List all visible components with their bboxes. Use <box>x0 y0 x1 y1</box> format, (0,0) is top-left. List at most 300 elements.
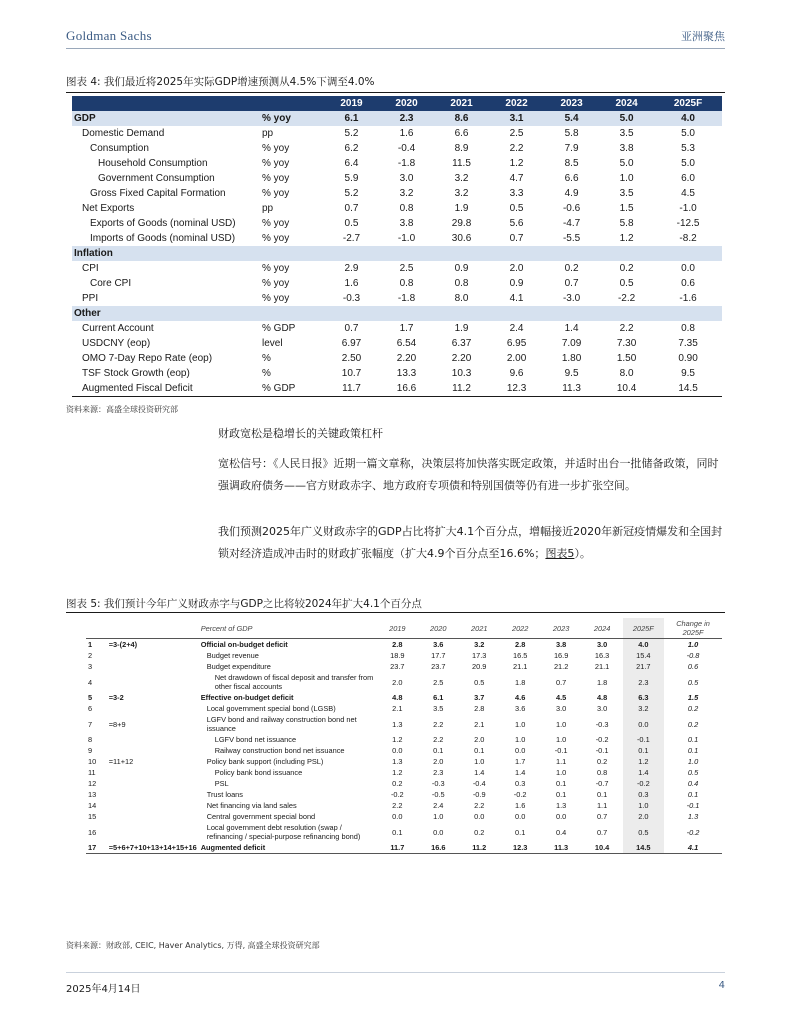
row-label: Railway construction bond net issuance <box>214 746 345 755</box>
row-label: Net financing via land sales <box>206 801 297 810</box>
row-label: Exports of Goods (nominal USD) <box>90 218 236 229</box>
table-cell: 5.0 <box>681 158 695 169</box>
row-index: 4 <box>88 677 93 687</box>
table-cell: 2.0 <box>392 677 403 687</box>
table-cell: 3.0 <box>596 640 608 649</box>
row-index: 14 <box>88 801 97 810</box>
row-unit: % yoy <box>262 173 290 184</box>
table-cell: 1.5 <box>619 203 634 214</box>
section-heading: 财政宽松是稳增长的关键政策杠杆 <box>218 427 383 440</box>
table-cell: 1.4 <box>564 323 579 334</box>
table-row <box>86 811 722 822</box>
figure-5-link[interactable]: 图表5 <box>545 547 575 560</box>
paragraph-2 <box>218 521 723 565</box>
table-row <box>72 351 722 366</box>
table-cell: 0.7 <box>555 677 567 687</box>
table-cell: 0.5 <box>474 677 485 687</box>
table-cell: -0.3 <box>431 779 445 788</box>
table-cell: -0.1 <box>595 746 609 755</box>
table-cell: 0.0 <box>681 263 695 274</box>
row-label: Effective on-budget deficit <box>200 693 294 702</box>
header-divider <box>66 48 725 49</box>
change-cell: 0.2 <box>687 704 699 713</box>
table-row <box>72 336 722 351</box>
table-cell: 11.2 <box>434 381 489 396</box>
table-cell: 13.3 <box>396 368 417 379</box>
table-cell: 8.9 <box>454 143 469 154</box>
row-formula <box>107 672 199 692</box>
table-row <box>72 126 722 141</box>
table-cell: 9.6 <box>509 368 524 379</box>
table-cell: 1.80 <box>561 353 582 364</box>
table-cell: 18.9 <box>390 651 405 660</box>
table-cell: 7.30 <box>616 338 637 349</box>
table-row <box>86 714 722 734</box>
row-unit: % yoy <box>262 278 290 289</box>
table-cell <box>489 306 544 321</box>
table-cell: 3.8 <box>555 640 567 649</box>
row-formula: =11+12 <box>108 757 134 766</box>
table-cell: 6.2 <box>344 143 359 154</box>
table-cell: 8.0 <box>454 293 469 304</box>
row-label: OMO 7-Day Repo Rate (eop) <box>82 353 213 364</box>
row-formula: =5+6+7+10+13+14+15+16 <box>108 843 197 852</box>
row-label: Policy bank bond issuance <box>214 768 303 777</box>
figure-4-title: 图表 4: 我们最近将2025年实际GDP增速预测从4.5%下调至4.0% <box>66 76 375 88</box>
figure-5-table <box>86 618 722 854</box>
table-cell: 9.5 <box>564 368 579 379</box>
table-cell: 4.5 <box>555 693 567 702</box>
table-cell: 6.6 <box>564 173 579 184</box>
table-row <box>86 639 722 651</box>
row-label: PSL <box>214 779 229 788</box>
row-index: 9 <box>88 746 93 755</box>
row-label: Trust loans <box>206 790 243 799</box>
table-cell: 0.3 <box>623 789 665 800</box>
table-cell: -0.2 <box>623 778 665 789</box>
table-cell <box>324 246 379 261</box>
table-cell: 2.2 <box>433 719 444 729</box>
table-cell <box>654 306 722 321</box>
table-cell: 16.5 <box>512 651 528 660</box>
table-cell <box>489 246 544 261</box>
table-cell: 16.9 <box>553 651 569 660</box>
table-cell: 0.5 <box>619 278 634 289</box>
change-cell: 1.0 <box>687 640 699 649</box>
table-cell: 2.8 <box>515 640 526 649</box>
table-cell: 6.97 <box>341 338 362 349</box>
row-formula: =3-(2+4) <box>108 640 138 649</box>
table-row <box>86 661 722 672</box>
table-cell: 3.3 <box>509 188 524 199</box>
table-cell: -8.2 <box>679 233 697 244</box>
table-cell: 23.7 <box>431 662 446 671</box>
table-header-row <box>86 618 722 639</box>
table-row <box>86 789 722 800</box>
table-cell: 17.7 <box>431 651 446 660</box>
table-cell: 6.1 <box>433 693 444 702</box>
table-cell: 0.2 <box>564 263 579 274</box>
table-cell: 6.0 <box>681 173 695 184</box>
table-cell: 0.7 <box>509 233 524 244</box>
row-label: Net drawdown of fiscal deposit and transfer from other fiscal accounts <box>214 673 374 691</box>
header-idx-cell <box>86 618 107 639</box>
table-cell: -0.6 <box>562 203 581 214</box>
row-index: 16 <box>88 827 97 837</box>
table-cell: 8.6 <box>434 111 489 126</box>
col-header: 2024 <box>582 618 623 639</box>
table-cell: -12.5 <box>676 218 700 229</box>
table-cell: 9.5 <box>681 368 695 379</box>
table-cell: -0.2 <box>390 790 404 799</box>
table-cell: 16.3 <box>594 651 610 660</box>
table-cell: 0.8 <box>399 203 414 214</box>
col-header: 2023 <box>541 618 582 639</box>
table-cell: 0.0 <box>515 812 526 821</box>
table-row <box>86 692 722 703</box>
table-cell <box>599 246 654 261</box>
row-label: Government Consumption <box>98 173 215 184</box>
col-header: 2025F <box>654 96 722 111</box>
change-cell: -0.1 <box>686 801 700 810</box>
row-label: Augmented Fiscal Deficit <box>72 381 258 396</box>
row-formula <box>107 789 199 800</box>
table-cell: 1.4 <box>474 768 485 777</box>
table-cell: 6.3 <box>623 692 665 703</box>
figure-4-rule <box>66 92 725 93</box>
row-formula <box>107 822 199 842</box>
table-row <box>72 111 722 126</box>
table-cell: 3.2 <box>623 703 665 714</box>
table-cell: 5.3 <box>681 143 695 154</box>
table-cell: 2.0 <box>433 757 444 766</box>
table-cell: 2.0 <box>623 811 665 822</box>
row-label: Domestic Demand <box>82 128 165 139</box>
table-cell: 2.0 <box>509 263 524 274</box>
table-cell: -0.9 <box>472 790 486 799</box>
row-label: Gross Fixed Capital Formation <box>90 188 226 199</box>
table-row <box>72 366 722 381</box>
row-formula <box>107 800 199 811</box>
row-unit: % yoy <box>262 143 290 154</box>
change-cell: 0.6 <box>687 662 699 671</box>
table-cell: 2.50 <box>341 353 362 364</box>
table-cell: 6.1 <box>324 111 379 126</box>
table-cell: 3.7 <box>474 693 485 702</box>
table-cell: 2.4 <box>509 323 524 334</box>
table-row <box>72 321 722 336</box>
row-label: Consumption <box>90 143 149 154</box>
table-row <box>72 291 722 306</box>
table-cell: 1.0 <box>474 757 485 766</box>
table-cell: 1.0 <box>515 719 526 729</box>
row-label: Local government special bond (LGSB) <box>206 704 336 713</box>
table-cell: 5.0 <box>619 158 634 169</box>
table-cell: 1.7 <box>515 757 526 766</box>
row-label: Inflation <box>72 246 258 261</box>
table-cell: 1.0 <box>515 735 526 744</box>
table-cell: 0.2 <box>596 757 608 766</box>
row-formula <box>107 778 199 789</box>
table-cell: 0.7 <box>344 203 359 214</box>
table-cell: -1.0 <box>397 233 416 244</box>
table-cell: 12.3 <box>489 381 544 396</box>
table-row <box>72 186 722 201</box>
row-label: Budget revenue <box>206 651 259 660</box>
table-cell: 6.95 <box>506 338 527 349</box>
change-cell: -0.8 <box>686 651 700 660</box>
table-cell: 2.3 <box>623 672 665 692</box>
row-unit: % yoy <box>262 263 290 274</box>
row-label: USDCNY (eop) <box>82 338 151 349</box>
table-cell: 2.20 <box>451 353 472 364</box>
table-cell <box>544 246 599 261</box>
col-header: 2020 <box>379 96 434 111</box>
col-header: 2025F <box>623 618 665 639</box>
table-row <box>72 216 722 231</box>
table-cell: -0.3 <box>342 293 361 304</box>
table-cell: 5.2 <box>344 128 359 139</box>
figure-4-table <box>72 96 722 397</box>
table-cell: 1.6 <box>344 278 359 289</box>
table-cell: 1.8 <box>515 677 526 687</box>
table-cell: 1.0 <box>623 800 665 811</box>
table-cell: 0.9 <box>454 263 469 274</box>
row-label: CPI <box>82 263 99 274</box>
row-unit: level <box>262 338 283 349</box>
figure-5-table-body <box>86 639 722 854</box>
table-cell: 0.0 <box>433 827 444 837</box>
change-cell: 1.5 <box>687 693 699 702</box>
table-cell: 0.0 <box>474 812 485 821</box>
table-cell: 3.0 <box>399 173 414 184</box>
table-cell: 0.5 <box>509 203 524 214</box>
table-cell: 1.0 <box>555 735 567 744</box>
change-cell: 1.0 <box>687 757 699 766</box>
table-cell: 0.3 <box>515 779 526 788</box>
brand-logo: Goldman Sachs <box>66 28 152 43</box>
table-cell: 1.3 <box>392 719 403 729</box>
table-cell: 3.1 <box>489 111 544 126</box>
row-unit: % yoy <box>262 188 290 199</box>
table-cell: 5.4 <box>544 111 599 126</box>
table-cell: 11.7 <box>377 842 418 854</box>
header-formula-cell <box>107 618 199 639</box>
table-cell: 2.0 <box>474 735 485 744</box>
table-cell: 0.8 <box>454 278 469 289</box>
row-label: Imports of Goods (nominal USD) <box>90 233 236 244</box>
table-cell: -0.7 <box>595 779 609 788</box>
change-cell: 0.4 <box>687 779 699 788</box>
table-cell: 4.6 <box>515 693 526 702</box>
table-cell: 4.7 <box>509 173 524 184</box>
table-cell: -0.2 <box>513 790 527 799</box>
table-cell: 3.2 <box>454 188 469 199</box>
col-header: 2022 <box>500 618 541 639</box>
table-cell: -5.5 <box>562 233 581 244</box>
table-row <box>86 703 722 714</box>
table-cell: 11.5 <box>452 158 471 169</box>
table-cell: 2.5 <box>509 128 524 139</box>
table-cell: 0.2 <box>474 827 485 837</box>
row-index: 17 <box>86 842 107 854</box>
table-cell: 0.0 <box>623 714 665 734</box>
table-cell: 0.5 <box>344 218 359 229</box>
table-cell: 8.0 <box>619 368 634 379</box>
header-unit-cell <box>258 96 324 111</box>
table-cell: 1.1 <box>555 757 567 766</box>
col-header: 2020 <box>418 618 459 639</box>
row-label: GDP <box>72 111 258 126</box>
row-index: 15 <box>88 812 97 821</box>
table-cell: 3.0 <box>555 704 567 713</box>
row-index: 6 <box>88 704 93 713</box>
row-unit: pp <box>262 128 274 139</box>
table-cell: 4.5 <box>681 188 695 199</box>
change-cell: 0.1 <box>687 735 699 744</box>
table-cell: 17.3 <box>472 651 487 660</box>
row-index: 3 <box>88 662 93 671</box>
table-cell: 0.1 <box>555 779 567 788</box>
row-index: 12 <box>88 779 97 788</box>
row-index: 13 <box>88 790 97 799</box>
table-row <box>72 276 722 291</box>
table-cell <box>599 306 654 321</box>
row-index: 11 <box>88 768 96 777</box>
row-unit: % yoy <box>262 218 290 229</box>
table-cell: 5.9 <box>344 173 359 184</box>
table-cell: 0.8 <box>681 323 695 334</box>
row-label: Central government special bond <box>206 812 316 821</box>
row-label: Local government debt resolution (swap / refinancing / special-purpose refinancing bond) <box>206 823 361 841</box>
row-index: 8 <box>88 735 93 744</box>
table-cell: 1.7 <box>399 323 414 334</box>
figure-5-source: 资料来源：财政部, CEIC, Haver Analytics, 万得, 高盛全球投资研究部 <box>66 941 320 950</box>
table-cell: 21.7 <box>623 661 665 672</box>
table-cell: 2.2 <box>474 801 485 810</box>
row-label: Other <box>72 306 258 321</box>
table-cell: 5.6 <box>509 218 524 229</box>
table-cell: 3.8 <box>619 143 634 154</box>
table-cell: 16.6 <box>379 381 434 396</box>
table-cell: 14.5 <box>623 842 665 854</box>
figure-4-table-body <box>72 111 722 396</box>
table-cell: -0.4 <box>472 779 486 788</box>
table-cell: 3.0 <box>596 704 608 713</box>
table-cell: 0.6 <box>681 278 695 289</box>
table-cell: -0.3 <box>595 719 609 729</box>
row-formula <box>107 767 199 778</box>
table-cell: -2.2 <box>617 293 636 304</box>
table-cell: 21.2 <box>553 662 569 671</box>
table-header-row <box>72 96 722 111</box>
table-cell: -1.6 <box>679 293 697 304</box>
table-row <box>72 141 722 156</box>
row-unit: % <box>262 368 271 379</box>
table-cell: 1.0 <box>619 173 634 184</box>
table-cell: 2.20 <box>396 353 417 364</box>
table-cell: -2.7 <box>342 233 361 244</box>
table-cell: 3.5 <box>619 188 634 199</box>
table-cell: 10.4 <box>599 381 654 396</box>
change-cell: 0.5 <box>687 768 699 777</box>
table-cell <box>379 246 434 261</box>
row-unit: % yoy <box>262 293 290 304</box>
table-row <box>72 381 722 396</box>
table-cell: 10.3 <box>451 368 472 379</box>
table-cell <box>654 246 722 261</box>
table-cell: 21.1 <box>594 662 610 671</box>
table-cell <box>434 246 489 261</box>
table-row <box>86 767 722 778</box>
paragraph-1: 宽松信号：《人民日报》近期一篇文章称，决策层将加快落实既定政策，并适时出台一批储备政策，同时强调政府债务——官方财政赤字、地方政府专项债和特别国债等仍有进一步扩张空间。 <box>218 457 719 492</box>
table-cell: 0.7 <box>564 278 579 289</box>
table-cell: 20.9 <box>472 662 487 671</box>
table-cell <box>434 306 489 321</box>
row-formula <box>107 703 199 714</box>
row-unit <box>258 306 324 321</box>
table-row <box>72 261 722 276</box>
row-label: Current Account <box>82 323 154 334</box>
table-cell: -0.2 <box>595 735 609 744</box>
row-unit <box>258 246 324 261</box>
table-cell: 2.5 <box>399 263 414 274</box>
table-cell: 0.9 <box>509 278 524 289</box>
row-unit: % yoy <box>258 111 324 126</box>
row-unit: % GDP <box>262 323 296 334</box>
row-unit: % yoy <box>262 158 290 169</box>
table-cell: 0.7 <box>344 323 359 334</box>
table-cell: 6.54 <box>396 338 417 349</box>
table-cell: 5.8 <box>619 218 634 229</box>
table-cell: 11.7 <box>324 381 379 396</box>
table-cell: 1.4 <box>515 768 526 777</box>
table-cell: 14.5 <box>654 381 722 396</box>
row-formula <box>107 661 199 672</box>
table-cell: 3.8 <box>399 218 414 229</box>
table-cell <box>324 306 379 321</box>
table-cell: 0.0 <box>555 812 567 821</box>
footer-date: 2025年4月14日 <box>66 984 141 995</box>
table-cell: 2.2 <box>509 143 524 154</box>
table-cell: 0.0 <box>515 746 526 755</box>
table-cell: 0.2 <box>392 779 403 788</box>
table-cell: 0.1 <box>555 790 567 799</box>
table-cell: 11.3 <box>541 842 582 854</box>
table-cell: -0.5 <box>431 790 445 799</box>
table-cell: 2.2 <box>619 323 634 334</box>
row-formula <box>107 811 199 822</box>
table-cell: 0.7 <box>596 812 608 821</box>
row-label: Net Exports <box>82 203 135 214</box>
table-cell: 11.2 <box>459 842 500 854</box>
table-cell: 1.2 <box>509 158 524 169</box>
row-label: LGFV bond net issuance <box>214 735 297 744</box>
table-cell: 11.3 <box>544 381 599 396</box>
header-label: Percent of GDP <box>199 618 377 639</box>
row-label: Policy bank support (including PSL) <box>206 757 324 766</box>
row-index: 1 <box>88 640 93 649</box>
page-number: 4 <box>718 980 725 991</box>
row-label: PPI <box>82 293 99 304</box>
row-index: 2 <box>88 651 93 660</box>
table-cell: 1.3 <box>555 801 567 810</box>
table-row <box>72 201 722 216</box>
table-cell: 23.7 <box>390 662 405 671</box>
table-cell: 10.4 <box>582 842 623 854</box>
table-cell: 30.6 <box>451 233 472 244</box>
table-cell: 0.8 <box>596 768 608 777</box>
